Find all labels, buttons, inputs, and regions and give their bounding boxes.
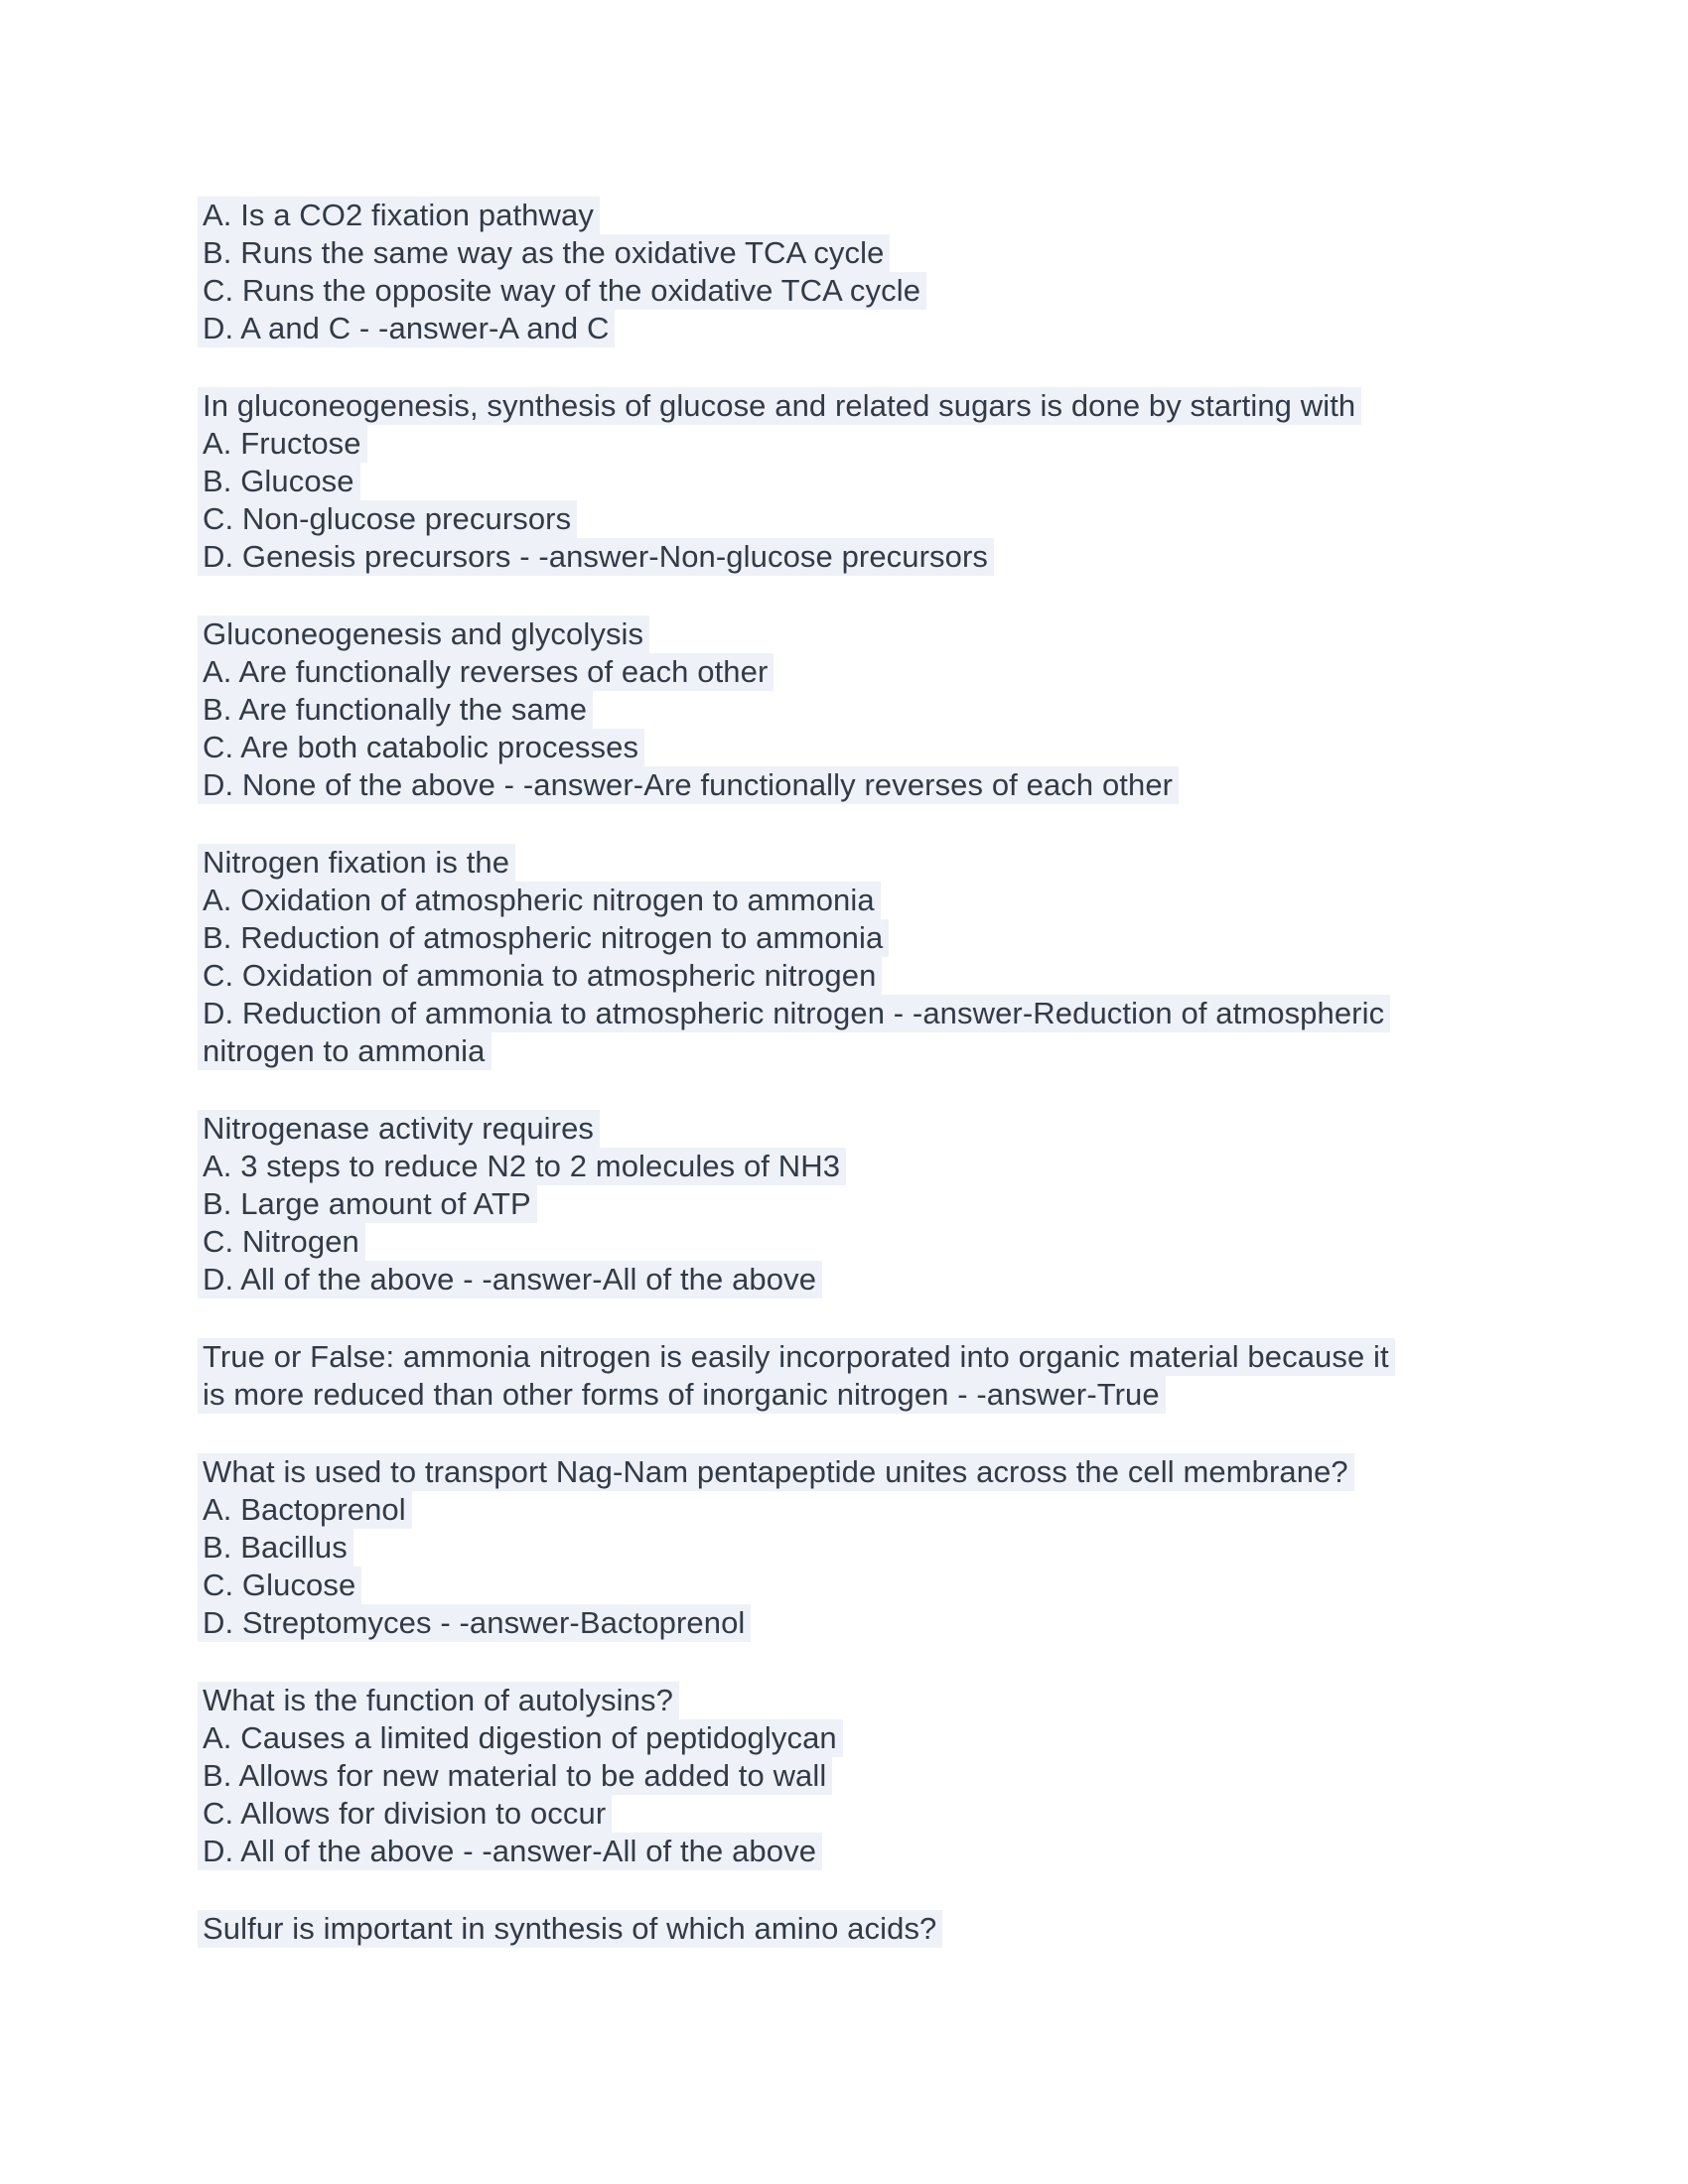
text-line xyxy=(198,919,1508,957)
highlighted-text: B. Large amount of ATP xyxy=(198,1185,537,1223)
text-line xyxy=(198,882,1508,919)
text-line xyxy=(198,729,1508,766)
highlighted-text: In gluconeogenesis, synthesis of glucose and related sugars is done by starting with xyxy=(198,387,1361,425)
question-block xyxy=(198,387,1508,576)
text-line xyxy=(198,1491,1508,1529)
text-line xyxy=(198,1338,1508,1376)
highlighted-text: What is the function of autolysins? xyxy=(198,1682,679,1719)
highlighted-text: A. Causes a limited digestion of peptidoglycan xyxy=(198,1719,843,1757)
highlighted-text: B. Glucose xyxy=(198,463,360,500)
document-text-area xyxy=(198,197,1508,1987)
text-line xyxy=(198,653,1508,691)
highlighted-text: Nitrogenase activity requires xyxy=(198,1110,600,1148)
highlighted-text: Nitrogen fixation is the xyxy=(198,844,515,882)
question-block xyxy=(198,1682,1508,1870)
text-line xyxy=(198,387,1508,425)
highlighted-text: B. Runs the same way as the oxidative TCA cycle xyxy=(198,234,890,272)
highlighted-text: C. Are both catabolic processes xyxy=(198,729,644,766)
highlighted-text: nitrogen to ammonia xyxy=(198,1032,492,1070)
text-line xyxy=(198,1110,1508,1148)
text-line xyxy=(198,615,1508,653)
highlighted-text: A. Is a CO2 fixation pathway xyxy=(198,197,600,234)
text-line xyxy=(198,1719,1508,1757)
text-line xyxy=(198,310,1508,347)
question-block xyxy=(198,1338,1508,1414)
text-line xyxy=(198,1529,1508,1567)
question-block xyxy=(198,1910,1508,1948)
highlighted-text: A. Bactoprenol xyxy=(198,1491,412,1529)
highlighted-text: is more reduced than other forms of inorganic nitrogen - -answer-True xyxy=(198,1376,1166,1414)
text-line xyxy=(198,1032,1508,1070)
highlighted-text: A. Oxidation of atmospheric nitrogen to ammonia xyxy=(198,882,881,919)
highlighted-text: Sulfur is important in synthesis of which amino acids? xyxy=(198,1910,942,1948)
question-block xyxy=(198,197,1508,347)
text-line xyxy=(198,234,1508,272)
highlighted-text: C. Runs the opposite way of the oxidative TCA cycle xyxy=(198,272,926,310)
text-line xyxy=(198,1185,1508,1223)
highlighted-text: B. Allows for new material to be added to wall xyxy=(198,1757,832,1795)
text-line xyxy=(198,1376,1508,1414)
highlighted-text: D. A and C - -answer-A and C xyxy=(198,310,615,347)
question-block xyxy=(198,615,1508,804)
highlighted-text: C. Glucose xyxy=(198,1567,361,1604)
question-block xyxy=(198,1453,1508,1642)
text-line xyxy=(198,1261,1508,1298)
highlighted-text: D. Genesis precursors - -answer-Non-glucose precursors xyxy=(198,538,994,576)
text-line xyxy=(198,1604,1508,1642)
text-line xyxy=(198,1910,1508,1948)
highlighted-text: D. Reduction of ammonia to atmospheric nitrogen - -answer-Reduction of atmospheric xyxy=(198,995,1390,1032)
text-line xyxy=(198,500,1508,538)
highlighted-text: D. All of the above - -answer-All of the above xyxy=(198,1261,822,1298)
highlighted-text: C. Oxidation of ammonia to atmospheric nitrogen xyxy=(198,957,882,995)
text-line xyxy=(198,197,1508,234)
text-line xyxy=(198,691,1508,729)
highlighted-text: D. Streptomyces - -answer-Bactoprenol xyxy=(198,1604,751,1642)
highlighted-text: C. Nitrogen xyxy=(198,1223,365,1261)
highlighted-text: Gluconeogenesis and glycolysis xyxy=(198,615,649,653)
highlighted-text: B. Bacillus xyxy=(198,1529,353,1567)
text-line xyxy=(198,995,1508,1032)
text-line xyxy=(198,272,1508,310)
highlighted-text: A. Are functionally reverses of each other xyxy=(198,653,774,691)
text-line xyxy=(198,463,1508,500)
text-line xyxy=(198,957,1508,995)
highlighted-text: C. Allows for division to occur xyxy=(198,1795,612,1833)
highlighted-text: True or False: ammonia nitrogen is easily incorporated into organic material because it xyxy=(198,1338,1395,1376)
highlighted-text: B. Reduction of atmospheric nitrogen to ammonia xyxy=(198,919,889,957)
text-line xyxy=(198,538,1508,576)
text-line xyxy=(198,1148,1508,1185)
question-block xyxy=(198,844,1508,1070)
text-line xyxy=(198,1682,1508,1719)
highlighted-text: C. Non-glucose precursors xyxy=(198,500,577,538)
text-line xyxy=(198,1453,1508,1491)
text-line xyxy=(198,844,1508,882)
question-block xyxy=(198,1110,1508,1298)
highlighted-text: D. All of the above - -answer-All of the above xyxy=(198,1833,822,1870)
text-line xyxy=(198,1223,1508,1261)
text-line xyxy=(198,1833,1508,1870)
text-line xyxy=(198,1757,1508,1795)
highlighted-text: B. Are functionally the same xyxy=(198,691,593,729)
text-line xyxy=(198,1567,1508,1604)
text-line xyxy=(198,425,1508,463)
text-line xyxy=(198,766,1508,804)
highlighted-text: A. 3 steps to reduce N2 to 2 molecules of NH3 xyxy=(198,1148,846,1185)
highlighted-text: D. None of the above - -answer-Are functionally reverses of each other xyxy=(198,766,1179,804)
highlighted-text: A. Fructose xyxy=(198,425,367,463)
text-line xyxy=(198,1795,1508,1833)
highlighted-text: What is used to transport Nag-Nam pentapeptide unites across the cell membrane? xyxy=(198,1453,1354,1491)
